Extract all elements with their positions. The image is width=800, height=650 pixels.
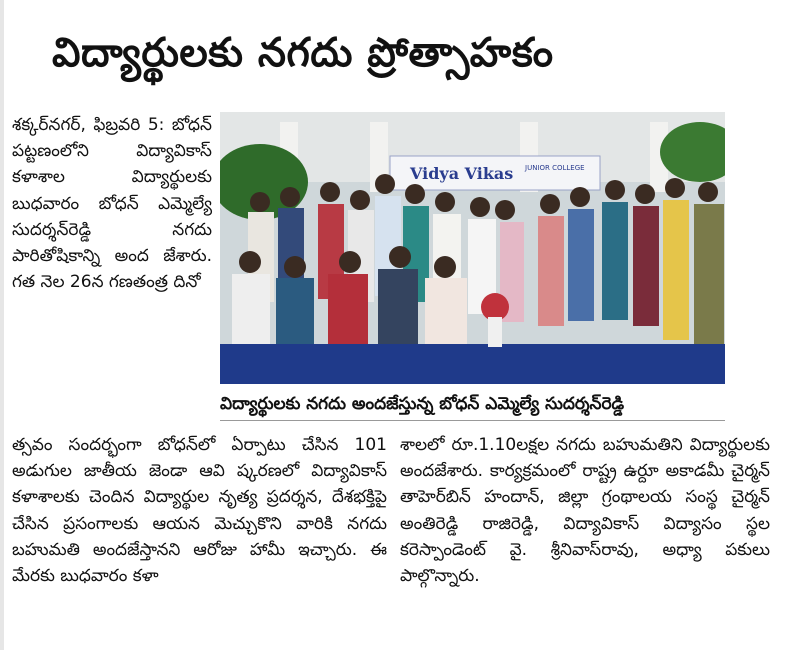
college-banner — [390, 156, 600, 190]
article-lead-text: శక్కర్‌నగర్, ఫిబ్రవరి 5: బోధన్ పట్టణంలోని విద్యావికాస్ కళాశాల విద్యార్థులకు బుధవారం బోధన్ ఎమ్మెల్యే సుదర్శన్‌రెడ్డి నగదు పారితోషికాన్ని అంద జేశారు. గత నెల 26న గణతంత్ర దినో — [12, 115, 212, 293]
article-body-right-text: శాలలో రూ.1.10లక్షల నగదు బహుమతిని విద్యార్థులకు అందజేశారు. కార్యక్రమంలో రాష్ట్ర ఉర్దూ అకాడమీ చైర్మన్ తాహెర్‌బిన్ హందాన్, జిల్లా గ్రంథాలయ సంస్థ చైర్మన్ అంతిరెడ్డి రాజిరెడ్డి, విద్యావికాస్ విద్యాసం స్థల కరెస్పాండెంట్ వై. శ్రీనివాస్‌రావు, అధ్యా పకులు పాల్గొన్నారు. — [400, 435, 770, 587]
article-body-left — [12, 432, 387, 589]
article-body-left-text: త్సవం సందర్భంగా బోధన్‌లో ఏర్పాటు చేసిన 101 అడుగుల జాతీయ జెండా ఆవి ష్కరణలో విద్యావికాస్ కళాశాలకు చెందిన విద్యార్థుల నృత్య ప్రదర్శన, దేశభక్తిపై చేసిన ప్రసంగాలకు ఆయన మెచ్చుకొని వారికి నగదు బహుమతి అందజేస్తానని ఆరోజు హామీ ఇచ్చారు. ఈ మేరకు బుధవారం కళా — [12, 435, 387, 587]
photo-caption: విద్యార్థులకు నగదు అందజేస్తున్న బోధన్ ఎమ్మెల్యే సుదర్శన్‌రెడ్డి — [220, 388, 725, 421]
banner-title: Vidya Vikas — [410, 164, 514, 183]
page-edge — [0, 0, 4, 650]
article-lead — [12, 112, 212, 295]
headline: విద్యార్థులకు నగదు ప్రోత్సాహకం — [52, 30, 554, 76]
news-photo — [220, 112, 725, 384]
article-body-right — [400, 432, 770, 589]
banner-subtitle: JUNIOR COLLEGE — [525, 164, 585, 172]
